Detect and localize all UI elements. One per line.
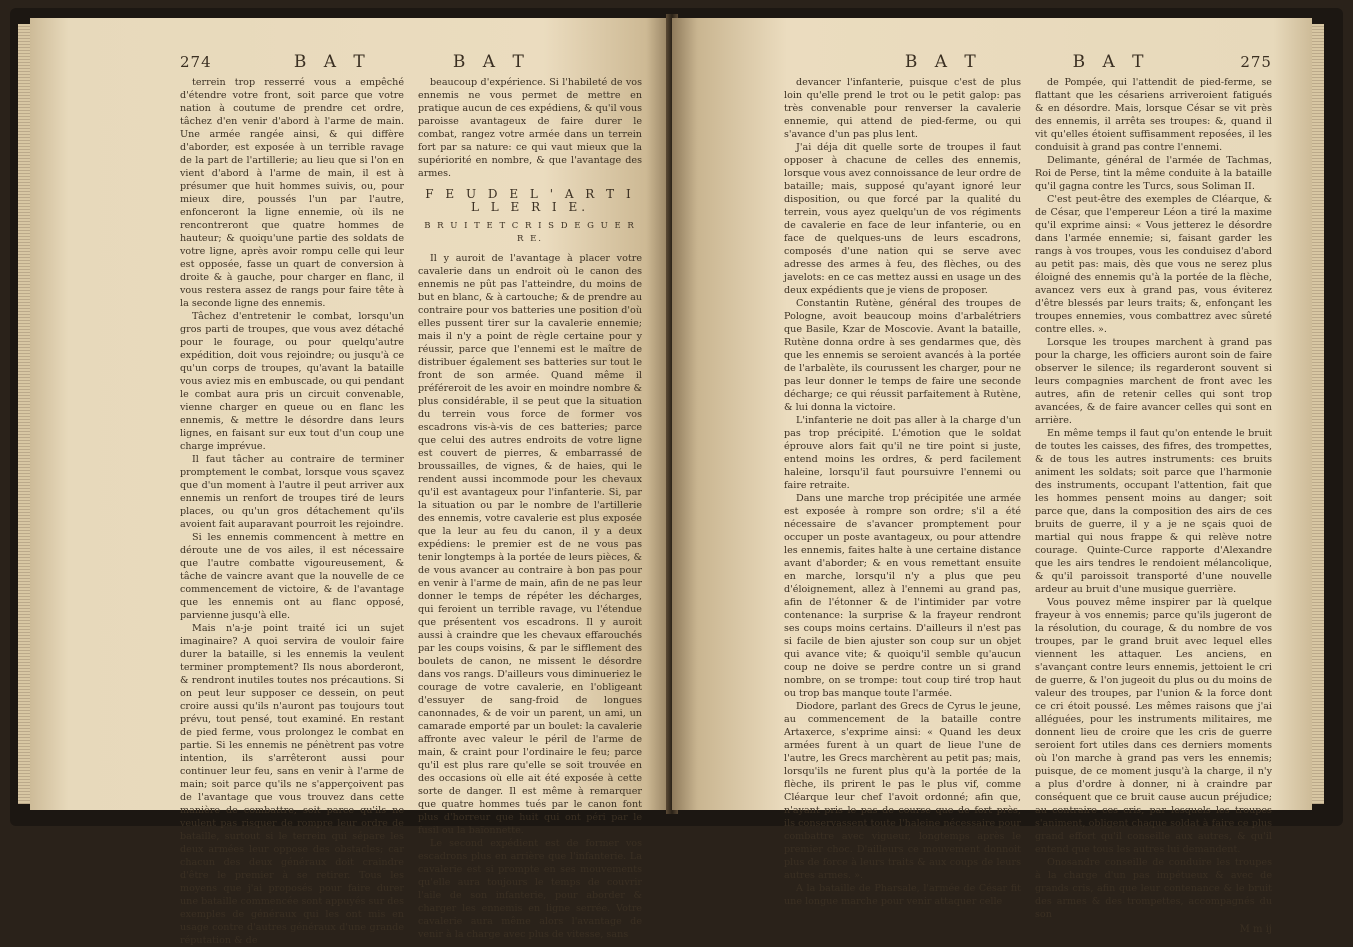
running-head-right: B A T (452, 52, 530, 72)
paragraph: Le second expédient est de former vos escadrons plus en arrière que l'infanterie. La cavalerie est si prompte en ses mouvements qu'elle aura toujours le temps de couvrir l'aile de son infanterie, pour aborder & charger les ennemis en ligne serrée. Votre cavalerie aura même alors l'avantage de venir à la charge avec plus de vitesse, sans (418, 838, 642, 940)
paragraph: devancer l'infanterie, puisque c'est de plus loin qu'elle prend le trot ou le petit galop: pas très convenable pour renverser la cavalerie ennemie, qui attend de pied-ferme, ou qui s'avance d'un pas plus lent. (784, 77, 1021, 140)
section-title: F E U D E L ' A R T I L L E R I E. (425, 187, 635, 214)
paragraph: Vous pouvez même inspirer par là quelque frayeur à vos ennemis; parce qu'ils jugeront de la résolution, du courage, & du nombre de vos troupes, par le grand bruit avec lequel elles viennent les attaquer. Les anciens, en s'avançant contre leurs ennemis, jettoient le cri de guerre, & l'on jugeoit du plus ou du moins de valeur des troupes, par l'union & la force dont ce cri étoit poussé. Les mêmes raisons que j'ai alléguées, pour les instruments militaires, me donnent lieu de croire que les cris de guerre seroient fort utiles dans ces derniers moments où l'on marche à grand pas vers les ennemis; puisque, de ce moment jusqu'à la charge, il n'y a plus d'ordre à donner, ni à craindre par conséquent que ce bruit cause aucun préjudice; au contraire ces cris, par lesquels les troupes s'animent, obligent chaque soldat à faire ce plus grand effort qu'il conseille aux autres, & qu'il entend que tous les autres lui demandent. (1035, 597, 1272, 855)
paragraph: Onosandre conseille de conduire les troupes à la charge d'un pas impétueux & avec de grands cris, afin que leur contenance & le bruit des armes & des trompettes, accompagnés du son (1035, 857, 1272, 920)
section-subtitle: B R U I T E T C R I S D E G U E R R E. (424, 221, 636, 244)
page-number: 274 (180, 53, 212, 71)
paragraph: Si les ennemis commencent à mettre en déroute une de vos ailes, il est nécessaire que l'autre combatte vigoureusement, & tâche de vaincre avant que la nouvelle de ce commencement de victoire, & de l'avantage que les ennemis ont au flanc opposé, parvienne jusqu'à elle. (180, 532, 404, 621)
page-number: 275 (1240, 53, 1272, 71)
signature-mark: M m ij (1239, 924, 1272, 935)
right-page (672, 18, 1312, 935)
paragraph: Il faut tâcher au contraire de terminer promptement le combat, lorsque vous sçavez que d'un moment à l'autre il peut arriver aux ennemis un renfort de troupes tiré de leurs places, ou qu'un gros détachement qu'ils avoient fait auparavant pourroit les rejoindre. (180, 454, 404, 530)
paragraph: C'est peut-être des exemples de Cléarque, & de César, que l'empereur Léon a tiré la maxime qu'il exprime ainsi: « Vous jetterez le désordre dans l'armée ennemie; si, faisant garder les rangs à vos troupes, vous les conduisez d'abord au petit pas: mais, dès que vous ne serez plus éloigné des ennemis qu'à la portée de la flèche, avancez vers eux à grand pas, vous éviterez d'être blessés par leurs traits; &, enfonçant les troupes ennemies, vous combattrez avec sûreté contre elles. ». (1035, 194, 1272, 335)
paragraph: Dans une marche trop précipitée une armée est exposée à rompre son ordre; s'il a été nécessaire de s'avancer promptement pour occuper un poste avantageux, ou pour attendre les ennemis, faites halte à une certaine distance avant d'aborder; & en vous remettant ensuite en marche, lorsqu'il n'y a plus que peu d'éloignement, allez à l'ennemi au grand pas, afin de l'étonner & de l'intimider par votre contenance: la surprise & la frayeur rendront ses coups moins certains. D'ailleurs il n'est pas si facile de bien ajuster son coup sur un objet qui avance vite; & quoiqu'il semble qu'aucun coup ne doive se perdre contre un si grand nombre, on se trompe: tout coup tiré trop haut ou trop bas manque toute l'armée. (784, 493, 1021, 699)
paragraph: Lorsque les troupes marchent à grand pas pour la charge, les officiers auront soin de faire observer le silence; ils regarderont souvent si leurs compagnies marchent de front avec les autres, afin de retenir celles qui sont trop avancées, & de faire avancer celles qui sont en arrière. (1035, 337, 1272, 426)
paragraph: A la bataille de Pharsale, l'armée de César fit une longue marche pour venir attaquer celle (784, 883, 1021, 907)
running-head-left: B A T (904, 52, 982, 72)
right-column-1 (784, 76, 1021, 907)
paragraph: beaucoup d'expérience. Si l'habileté de vos ennemis ne vous permet de mettre en pratique aucun de ces expédiens, & qu'il vous paroisse avantageux de faire durer le combat, rangez votre armée dans un terrein fort par sa nature: ce qui vaut mieux que la supériorité en nombre, & que l'avantage des armes. (418, 77, 643, 179)
paragraph: Diodore, parlant des Grecs de Cyrus le jeune, au commencement de la bataille contre Artaxerce, s'exprime ainsi: « Quand les deux armées furent à un quart de lieue l'une de l'autre, les Grecs marchèrent au petit pas; mais, lorsqu'ils ne furent plus qu'à la portée de la flèche, ils prirent le pas le plus vif, comme Cléarque leur chef l'avoit ordonné; afin que, n'ayant pris le pas de course que de fort près, ils conservassent toute l'haleine nécessaire pour combattre avec vigueur, longtemps après le premier choc. D'ailleurs ce mouvement donnoit plus de force à leurs traits & aux coups de leurs autres armes. ». (784, 701, 1021, 881)
paragraph: Mais n'a-je point traité ici un sujet imaginaire? A quoi servira de vouloir faire durer la bataille, si les ennemis la veulent terminer promptement? Ils nous aborderont, & rendront inutiles toutes nos précautions. Si on peut leur supposer ce dessein, on peut croire aussi qu'ils n'auront pas toujours tout prévu, tout pensé, tout examiné. En restant de pied ferme, vous prolongez le combat en partie. Si les ennemis ne pénètrent pas votre intention, ils s'arrêteront aussi pour continuer leur feu, sans en venir à l'arme de main; soit parce qu'ils ne s'apperçoivent pas de l'avantage que vous trouvez dans cette manière de combattre, soit parce qu'ils ne veulent pas risquer de rompre leur ordre de bataille, surtout si le terrein qui sépare les deux armées leur oppose des obstacles; car chacun des deux généraux doit craindre d'être le premier à se retirer. Tous les moyens que j'ai proposés pour faire durer une bataille commencée sont appuyés sur des exemples de généraux qui les ont mis en usage contre d'autres généraux d'une grande réputation & de (180, 623, 404, 946)
right-page-header (784, 52, 1272, 72)
paragraph: de Pompée, qui l'attendit de pied-ferme, se flattant que les césariens arriveroient fatigués & en désordre. Mais, lorsque César se vit près des ennemis, il arrêta ses troupes: &, quand il vit qu'elles étoient suffisamment reposées, il les conduisit à grand pas contre l'ennemi. (1035, 77, 1272, 153)
left-page-header (180, 52, 642, 72)
running-head-right: B A T (1072, 52, 1150, 72)
left-column-1 (180, 76, 404, 946)
left-page (30, 18, 672, 946)
left-column-2 (418, 76, 643, 940)
right-column-2 (1035, 76, 1272, 935)
paragraph: Il y auroit de l'avantage à placer votre cavalerie dans un endroit où le canon des ennemis ne pût pas l'atteindre, du moins de but en blanc, & à cartouche; & de prendre au contraire pour vos batteries une position d'où elles pussent tirer sur la cavalerie ennemie; mais il n'y a point de règle certaine pour y réussir, parce que l'ennemi est le maître de distribuer également ses batteries sur tout le front de son armée. Quand même il préféreroit de les avoir en moindre nombre & plus considérable, il se peut que la situation du terrein vous force de former vos escadrons vis-à-vis de ces batteries; parce que celui des autres endroits de votre ligne est couvert de pierres, & embarrassé de broussailles, de vignes, & de haies, qui le rendent aussi incommode pour les chevaux qu'il est avantageux pour l'infanterie. Si, par la situation ou par le nombre de l'artillerie des ennemis, votre cavalerie est plus exposée que la leur au feu du canon, il y a deux expédiens: le premier est de ne vous pas tenir longtemps à la portée de leurs pièces, & de vous avancer au contraire à bon pas pour en venir à l'arme de main, afin de ne pas leur donner le temps de répéter les décharges, qui feroient un terrible ravage, vu l'étendue que présentent vos escadrons. Il y auroit aussi à craindre que les chevaux effarouchés par les coups voisins, & par le sifflement des boulets de canon, ne missent le désordre dans vos rangs. D'ailleurs vous diminueriez le courage de votre cavalerie, en l'obligeant d'essuyer de sang-froid de longues canonnades, & de voir un parent, un ami, un camarade emporté par un boulet: la cavalerie affronte avec valeur le péril de l'arme de main, & craint pour l'ordinaire le feu; parce qu'il est plus rare qu'elle se soit trouvée en des occasions où elle ait été exposée à cette sorte de danger. Il est même à remarquer que quatre hommes tués par le canon font plus d'horreur que huit qui ont péri par le fusil ou la baïonnette. (418, 253, 642, 836)
paragraph: Constantin Rutène, général des troupes de Pologne, avoit beaucoup moins d'arbalétriers que Basile, Kzar de Moscovie. Avant la bataille, Rutène donna ordre à ses gendarmes que, dès que les ennemis se seroient avancés à la portée de l'arbalète, ils courussent les charger, pour ne pas leur donner le temps de faire une seconde décharge; ce qui réussit parfaitement à Rutène, & lui donna la victoire. (784, 298, 1021, 413)
paragraph: J'ai déja dit quelle sorte de troupes il faut opposer à chacune de celles des ennemis, lorsque vous avez connoissance de leur ordre de bataille; mais, supposé qu'ayant ignoré leur disposition, ou que forcé par la qualité du terrein, vous ayez quelqu'un de vos régiments de cavalerie en face de leur infanterie, ou en face de quelques-uns de leurs escadrons, composés d'une nation qui se serve avec adresse des armes à feu, des flèches, ou des javelots: en ce cas mettez aussi en usage un des deux expédients que je viens de proposer. (784, 142, 1021, 296)
running-head-left: B A T (293, 52, 371, 72)
paragraph: terrein trop resserré vous a empêché d'étendre votre front, soit parce que votre nation à coutume de prendre cet ordre, tâchez d'en venir d'abord à l'arme de main. Une armée rangée ainsi, & qui diffère d'aborder, est exposée à un terrible ravage de la part de l'artillerie; au lieu que si l'on en vient d'abord à l'arme de main, il est à présumer que huit hommes suivis, ou, pour mieux dire, poussés l'un par l'autre, enfonceront la ligne ennemie, où ils ne rencontreront que quatre hommes de hauteur; & quoiqu'une partie des soldats de votre ligne, après avoir rompu celle qui leur est opposée, fasse un quart de conversion à droite & à gauche, pour charger en flanc, il vous restera assez de rangs pour faire tête à la seconde ligne des ennemis. (180, 77, 404, 309)
paragraph: En même temps il faut qu'on entende le bruit de toutes les caisses, des fifres, des trompettes, & de tous les autres instruments: ces bruits animent les soldats; soit parce que l'harmonie des instruments, occupant l'attention, fait que les hommes pensent moins au danger; soit parce que, dans la composition des airs de ces bruits de guerre, il y a je ne sçais quoi de martial qui nous frappe & qui relève notre courage. Quinte-Curce rapporte d'Alexandre que les airs tendres le rendoient mélancolique, & qu'il paroissoit transporté d'une nouvelle ardeur au bruit d'une musique guerrière. (1035, 428, 1272, 595)
paragraph: L'infanterie ne doit pas aller à la charge d'un pas trop précipité. L'émotion que le soldat éprouve alors fait qu'il ne tire point si juste, entend moins les ordres, & perd facilement haleine, lorsqu'il faut poursuivre l'ennemi ou faire retraite. (784, 415, 1021, 491)
paragraph: Tâchez d'entretenir le combat, lorsqu'un gros parti de troupes, que vous avez détaché pour le fourage, ou pour quelqu'autre expédition, doit vous rejoindre; ou jusqu'à ce qu'un corps de troupes, qu'avant la bataille vous aviez mis en embuscade, ou qui pendant le combat aura pris un circuit convenable, vienne charger en queue ou en flanc les ennemis, & mettre le désordre dans leurs lignes, en faisant sur eux tout d'un coup une charge imprévue. (180, 311, 404, 452)
paragraph: Delimante, général de l'armée de Tachmas, Roi de Perse, tint la même conduite à la bataille qu'il gagna contre les Turcs, sous Soliman II. (1035, 155, 1272, 192)
